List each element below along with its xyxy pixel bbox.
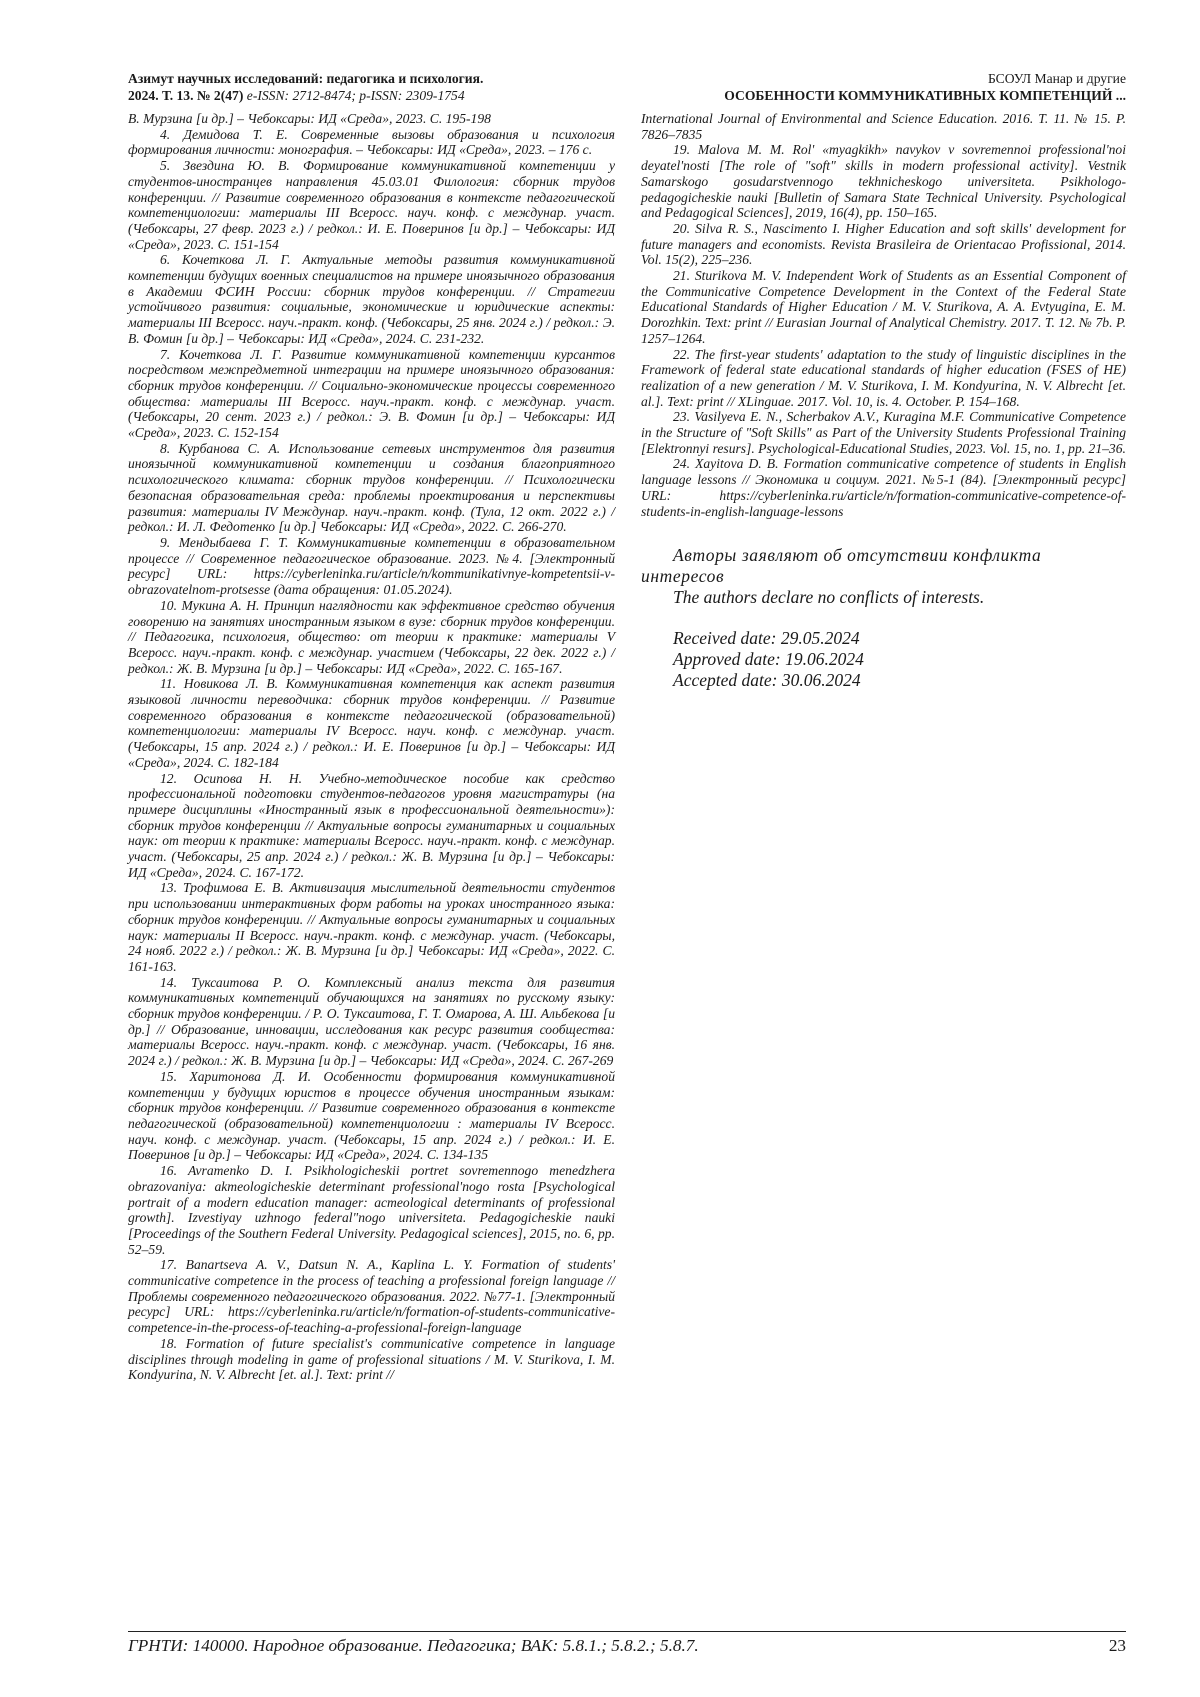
reference-item: 23. Vasilyeva E. N., Scherbakov A.V., Kuragina M.F. Communicative Competence in the Structure of "Soft Skills" as Part of the University Students Professional Training [Elektronnyi resurs]. Psychological-Educational Studies, 2023. Vol. 15, no. 1, pp. 21–36.	[641, 409, 1126, 456]
reference-item: 20. Silva R. S., Nascimento I. Higher Education and soft skills' development for future managers and economists. Revista Brasileira de Orientacao Profissional, 2014. Vol. 15(2), 225–236.	[641, 220, 1126, 268]
reference-item: 5. Звездина Ю. В. Формирование коммуникативной компетенции у студентов-иностранцев направления 45.03.01 Филология: сборник трудов конференции. // Развитие современного образования в контексте педагогической компетенциологии: материалы III Всеросс. науч. конф. с междунар. участ. (Чебоксары, 27 февр. 2023 г.) / редкол.: И. Е. Поверинов [и др.] – Чебоксары: ИД «Среда», 2023. С. 151-154	[128, 158, 615, 252]
page-header	[128, 70, 1126, 106]
reference-item: 16. Avramenko D. I. Psikhologicheskii portret sovremennogo menedzhera obrazovaniya: akmeologicheskie determinant professional'nogo rosta [Psychological portrait of a modern education manager: acmeological determinants of professional growth]. Izvestiyay uzhnogo federal"nogo universiteta. Pedagogicheskie nauki [Proceedings of the Southern Federal University. Pedagogical sciences], 2015, no. 6, pp. 52–59.	[128, 1163, 615, 1257]
reference-item: 13. Трофимова Е. В. Активизация мыслительной деятельности студентов при использовании интерактивных форм работы на уроках иностранного языка: сборник трудов конференции. // Актуальные вопросы гуманитарных и социальных наук: материалы II Всеросс. науч.-практ. конф. с междунар. участ. (Чебоксары, 24 нояб. 2022 г.) / редкол.: Ж. В. Мурзина [и др.] Чебоксары: ИД «Среда», 2022. С. 161-163.	[128, 880, 615, 974]
reference-item: 15. Харитонова Д. И. Особенности формирования коммуникативной компетенции у будущих юристов в процессе обучения иностранным языкам: сборник трудов конференции. // Развитие современного образования в контексте педагогической (образовательной) компетенциологии : материалы IV Всеросс. науч. конф. с междунар. участ. (Чебоксары, 15 апр. 2024 г.) / редкол.: И. Е. Поверинов [и др.] – Чебоксары: ИД «Среда», 2024. С. 134-135	[128, 1068, 615, 1163]
accepted-date: Accepted date: 30.06.2024	[673, 670, 861, 691]
reference-item: 12. Осипова Н. Н. Учебно-методическое пособие как средство профессиональной подготовки студентов-педагогов уровня магистратуры (на примере дисциплины «Иностранный язык в профессиональной деятельности»): сборник трудов конференции // Актуальные вопросы гуманитарных и социальных наук: от теории к практике: материалы Всеросс. науч.-практ. конф. с междунар. участ. (Чебоксары, 25 апр. 2024 г.) / редкол.: Ж. В. Мурзина [и др.] – Чебоксары: ИД «Среда», 2024. С. 167-172.	[128, 770, 615, 880]
reference-item: 21. Sturikova M. V. Independent Work of Students as an Essential Component of the Communicative Competence Development in the Context of the Federal State Educational Standards of Higher Education / M. V. Sturikova, A. A. Evtyugina, E. M. Dorozhkin. Text: print // Eurasian Journal of Analytical Chemistry. 2017. T. 12. № 7b. P. 1257–1264.	[641, 268, 1126, 346]
reference-item: 19. Malova M. M. Rol' «myagkikh» navykov v sovremennoi professional'noi deyatel'nosti [The role of "soft" skills in modern professional activity]. Vestnik Samarskogo gosudarstvennogo tekhnicheskogo universiteta. Psikhologo-pedagogicheskie nauki [Bulletin of Samara State Technical University. Psychological and Pedagogical Sciences], 2019, 16(4), pp. 150–165.	[641, 142, 1126, 221]
reference-item: 24. Xayitova D. B. Formation communicative competence of students in English language lessons // Экономика и социум. 2021. №5-1 (84). [Электронный ресурс] URL: https://cyberleninka.ru/article/n/formation-communicative-competence-of-students-in-english-language-lessons	[641, 456, 1126, 519]
footer-classification: ГРНТИ: 140000. Народное образование. Педагогика; ВАК: 5.8.1.; 5.8.2.; 5.8.7.	[128, 1636, 699, 1655]
reference-item: 9. Мендыбаева Г. Т. Коммуникативные компетенции в образовательном процессе // Современное педагогическое образование. 2023. №4. [Электронный ресурс] URL: https://cyberleninka.ru/article/n/kommunikativnye-kompetentsii-v-obrazovatelnom-protsesse (дата обращения: 01.05.2024).	[128, 534, 615, 598]
article-authors: БСОУЛ Манар и другие	[987, 71, 1126, 86]
footer-divider	[128, 1631, 1126, 1632]
reference-item: 10. Мукина А. Н. Принцип наглядности как эффективное средство обучения говорению на занятиях иностранным языком в вузе: сборник трудов конференции. // Педагогика, психология, общество: от теории к практике: материалы V Всеросс. науч.-практ. конф. с междунар. участием (Чебоксары, 22 дек. 2022 г.) / редкол.: Ж. В. Мурзина [и др.] – Чебоксары: ИД «Среда», 2022. С. 165-167.	[128, 597, 615, 676]
journal-issue-line	[128, 87, 648, 104]
page-number: 23	[1108, 1636, 1126, 1655]
journal-info	[128, 70, 648, 104]
reference-item: 14. Туксаитова Р. О. Комплексный анализ текста для развития коммуникативных компетенций обучающихся на занятиях по русскому языку: сборник трудов конференции. / Р. О. Туксаитова, Г. Т. Омарова, А. Ш. Альбекова [и др.] // Образование, инновации, исследования как ресурс развития сообщества: материалы Всеросс. науч.-практ. конф. с междунар. участ. (Чебоксары, 16 янв. 2024 г.) / редкол.: Ж. В. Мурзина [и др.] – Чебоксары: ИД «Среда», 2024. С. 267-269	[128, 974, 615, 1069]
references-left-column	[128, 111, 615, 1383]
approved-date: Approved date: 19.06.2024	[673, 649, 864, 670]
journal-issue: 2024. Т. 13. № 2(47)	[128, 88, 244, 103]
reference-item: 18. Formation of future specialist's communicative competence in language disciplines through modeling in game of professional situations / M. V. Sturikova, I. M. Kondyurina, N. V. Albrecht [et. al.]. Text: print //	[128, 1335, 615, 1383]
article-running-title: ОСОБЕННОСТИ КОММУНИКАТИВНЫХ КОМПЕТЕНЦИЙ ...	[724, 88, 1126, 103]
conflict-statement-ru: Авторы заявляют об отсутствии конфликта интересов	[641, 545, 1042, 587]
reference-item: 11. Новикова Л. В. Коммуникативная компетенция как аспект развития языковой личности переводчика: сборник трудов конференции. // Развитие современного образования в контексте педагогической (образовательной) компетенциологии: материалы IV Всеросс. науч. конф. с междунар. участ. (Чебоксары, 15 апр. 2024 г.) / редкол.: И. Е. Поверинов [и др.] – Чебоксары: ИД «Среда», 2024. С. 182-184	[128, 676, 615, 770]
page-footer	[128, 1636, 1126, 1662]
reference-item: 7. Кочеткова Л. Г. Развитие коммуникативной компетенции курсантов посредством межпредметной интеграции на примере иноязычного образования: сборник трудов конференции. // Социально-экономические процессы современного общества: материалы III Всеросс. науч.-практ. конф. с междунар. участ. (Чебоксары, 20 сент. 2023 г.) / редкол.: Э. В. Фомин [и др.] – Чебоксары: ИД «Среда», 2023. С. 152-154	[128, 346, 615, 441]
conflict-statement-en: The authors declare no conflicts of interests.	[673, 587, 985, 608]
journal-issn: e-ISSN: 2712-8474; p-ISSN: 2309-1754	[246, 88, 465, 103]
references-right-column	[641, 111, 1126, 691]
article-info	[606, 70, 1126, 104]
reference-item: 6. Кочеткова Л. Г. Актуальные методы развития коммуникативной компетенции будущих военных специалистов на примере иноязычного образования в Академии ФСИН России: сборник трудов конференции. // Стратегии устойчивого развития: социальные, экономические и юридические аспекты: материалы III Всеросс. науч.-практ. конф. (Чебоксары, 25 янв. 2024 г.) / редкол.: Э. В. Фомин [и др.] – Чебоксары: ИД «Среда», 2024. С. 231-232.	[128, 252, 615, 346]
references-right-list	[641, 111, 1126, 519]
reference-item: 22. The first-year students' adaptation to the study of linguistic disciplines in the Framework of federal state educational standards of higher education (FSES of HE) realization of a new generation / M. V. Sturikova, I. M. Kondyurina, N. V. Albrecht [et. al.]. Text: print // XLinguae. 2017. Vol. 10, is. 4. October. P. 154–168.	[641, 346, 1126, 409]
article-notes	[641, 545, 1126, 691]
received-date: Received date: 29.05.2024	[673, 628, 860, 649]
reference-item: В. Мурзина [и др.] – Чебоксары: ИД «Среда», 2023. С. 195-198	[128, 111, 491, 126]
reference-item: 8. Курбанова С. А. Использование сетевых инструментов для развития иноязычной коммуникативной компетенции и создания благоприятного психологического климата: сборник трудов конференции. // Психологически безопасная образовательная среда: проблемы проектирования и перспективы развития: материалы IV Междунар. науч.-практ. конф. (Тула, 12 окт. 2022 г.) / редкол.: И. Л. Федотенко [и др.] Чебоксары: ИД «Среда», 2022. С. 266-270.	[128, 440, 615, 535]
journal-title: Азимут научных исследований: педагогика и психология.	[128, 71, 484, 86]
reference-item: International Journal of Environmental and Science Education. 2016. T. 11. № 15. P. 7826–7835	[641, 111, 1126, 142]
reference-item: 17. Banartseva A. V., Datsun N. A., Kaplina L. Y. Formation of students' communicative competence in the process of teaching a professional foreign language // Проблемы современного педагогического образования. 2022. №77-1. [Электронный ресурс] URL: https://cyberleninka.ru/article/n/formation-of-students-communicative-competence-in-the-process-of-teaching-a-professional-foreign-language	[128, 1257, 615, 1336]
reference-item: 4. Демидова Т. Е. Современные вызовы образования и психология формирования личности: монография. – Чебоксары: ИД «Среда», 2023. – 176 с.	[128, 126, 615, 158]
notes-spacer	[641, 608, 1126, 628]
